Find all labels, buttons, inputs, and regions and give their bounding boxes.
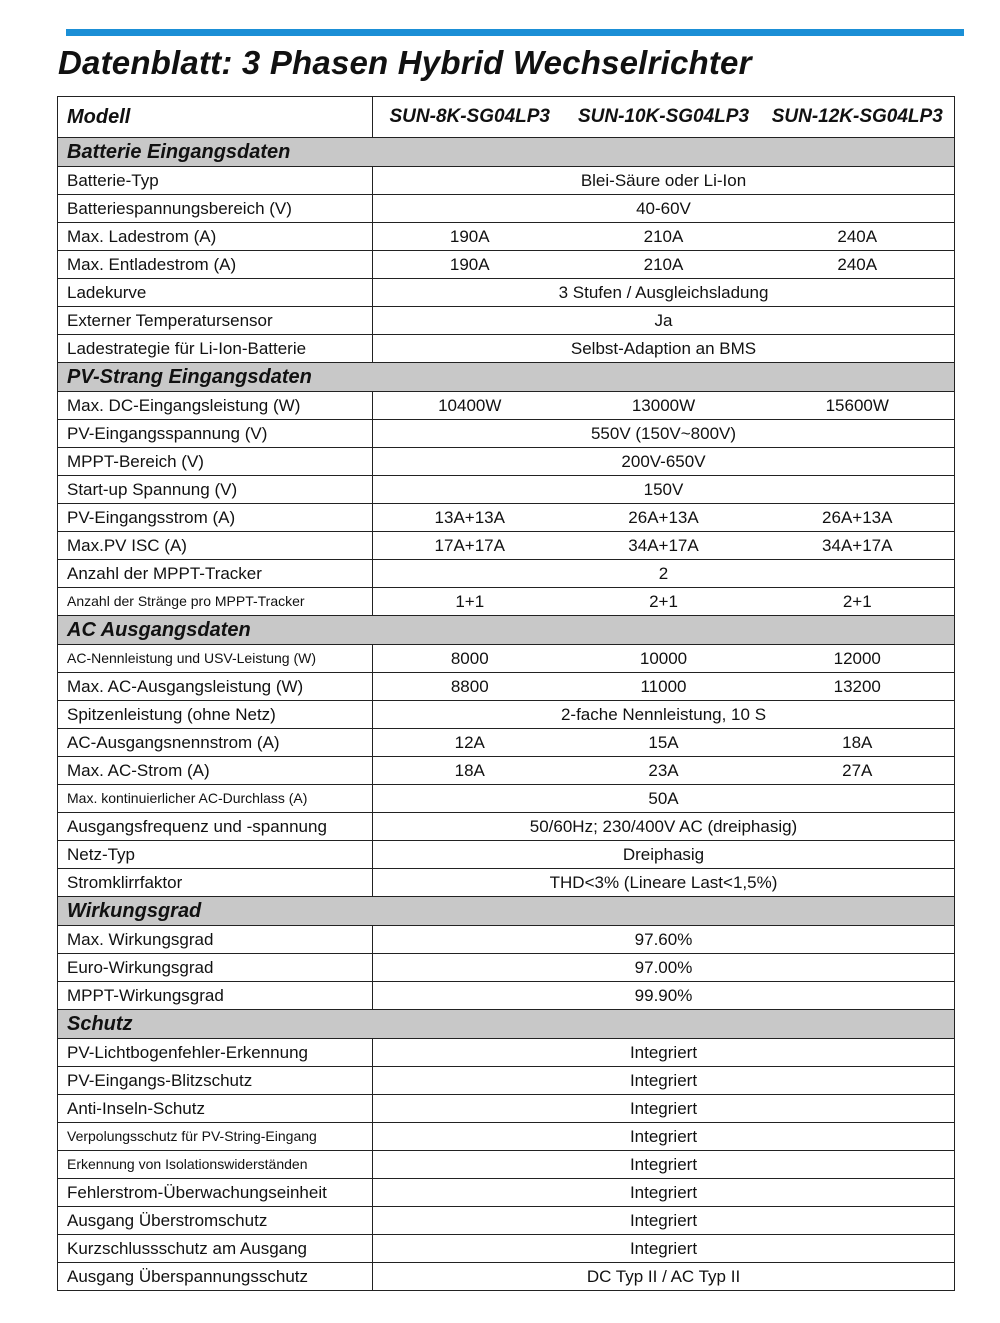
spec-value: Integriert: [373, 1235, 955, 1263]
spec-label: Ausgang Überstromschutz: [58, 1207, 373, 1235]
spec-row: [58, 841, 955, 869]
spec-row: [58, 1067, 955, 1095]
spec-label: Kurzschlussschutz am Ausgang: [58, 1235, 373, 1263]
spec-row: [58, 869, 955, 897]
spec-value: 17A+17A: [373, 532, 567, 560]
section-title: Wirkungsgrad: [58, 897, 955, 926]
spec-label: PV-Eingangsstrom (A): [58, 504, 373, 532]
section-title: AC Ausgangsdaten: [58, 616, 955, 645]
spec-value: 10000: [567, 645, 761, 673]
spec-value: Blei-Säure oder Li-Ion: [373, 167, 955, 195]
spec-row: [58, 588, 955, 616]
spec-label: AC-Ausgangsnennstrom (A): [58, 729, 373, 757]
spec-row: [58, 335, 955, 363]
spec-row: [58, 504, 955, 532]
spec-label: Erkennung von Isolationswiderständen: [58, 1151, 373, 1179]
spec-value: 50/60Hz; 230/400V AC (dreiphasig): [373, 813, 955, 841]
spec-value: Integriert: [373, 1067, 955, 1095]
spec-value: 15A: [567, 729, 761, 757]
spec-row: [58, 251, 955, 279]
spec-label: MPPT-Wirkungsgrad: [58, 982, 373, 1010]
spec-label: AC-Nennleistung und USV-Leistung (W): [58, 645, 373, 673]
page-title: Datenblatt: 3 Phasen Hybrid Wechselrichter: [58, 44, 752, 81]
spec-value: 240A: [761, 251, 955, 279]
model-label: Modell: [58, 97, 373, 138]
model-name: SUN-8K-SG04LP3: [373, 97, 567, 138]
datasheet-body: [58, 97, 955, 1291]
header-row: [58, 97, 955, 138]
spec-label: Max. AC-Strom (A): [58, 757, 373, 785]
spec-label: Ladekurve: [58, 279, 373, 307]
spec-value: 240A: [761, 223, 955, 251]
spec-row: [58, 1263, 955, 1291]
spec-label: Batterie-Typ: [58, 167, 373, 195]
spec-row: [58, 448, 955, 476]
spec-value: THD<3% (Lineare Last<1,5%): [373, 869, 955, 897]
spec-value: 13200: [761, 673, 955, 701]
spec-label: Anzahl der Stränge pro MPPT-Tracker: [58, 588, 373, 616]
section-title: Batterie Eingangsdaten: [58, 138, 955, 167]
top-accent-bar: [66, 29, 964, 36]
spec-row: [58, 223, 955, 251]
spec-value: Integriert: [373, 1151, 955, 1179]
spec-value: Integriert: [373, 1207, 955, 1235]
spec-value: 99.90%: [373, 982, 955, 1010]
spec-value: 50A: [373, 785, 955, 813]
spec-value: 11000: [567, 673, 761, 701]
spec-value: 97.60%: [373, 926, 955, 954]
spec-row: [58, 1207, 955, 1235]
spec-row: [58, 982, 955, 1010]
spec-label: Max. kontinuierlicher AC-Durchlass (A): [58, 785, 373, 813]
spec-value: Integriert: [373, 1039, 955, 1067]
spec-row: [58, 279, 955, 307]
spec-label: Max. Ladestrom (A): [58, 223, 373, 251]
spec-row: [58, 645, 955, 673]
spec-label: Fehlerstrom-Überwachungseinheit: [58, 1179, 373, 1207]
spec-label: Start-up Spannung (V): [58, 476, 373, 504]
spec-value: 97.00%: [373, 954, 955, 982]
spec-label: PV-Lichtbogenfehler-Erkennung: [58, 1039, 373, 1067]
section-header: [58, 616, 955, 645]
spec-value: 12A: [373, 729, 567, 757]
section-header: [58, 363, 955, 392]
spec-row: [58, 729, 955, 757]
spec-label: Euro-Wirkungsgrad: [58, 954, 373, 982]
spec-value: 15600W: [761, 392, 955, 420]
spec-row: [58, 1123, 955, 1151]
spec-row: [58, 1095, 955, 1123]
spec-value: DC Typ II / AC Typ II: [373, 1263, 955, 1291]
spec-label: Spitzenleistung (ohne Netz): [58, 701, 373, 729]
spec-value: Dreiphasig: [373, 841, 955, 869]
spec-label: Max.PV ISC (A): [58, 532, 373, 560]
spec-value: 200V-650V: [373, 448, 955, 476]
spec-label: Ausgang Überspannungsschutz: [58, 1263, 373, 1291]
spec-value: Integriert: [373, 1179, 955, 1207]
spec-value: 10400W: [373, 392, 567, 420]
spec-label: Batteriespannungsbereich (V): [58, 195, 373, 223]
spec-value: Integriert: [373, 1095, 955, 1123]
spec-value: 2+1: [761, 588, 955, 616]
spec-value: 40-60V: [373, 195, 955, 223]
spec-value: 550V (150V~800V): [373, 420, 955, 448]
spec-row: [58, 926, 955, 954]
spec-value: 13000W: [567, 392, 761, 420]
spec-value: 18A: [373, 757, 567, 785]
spec-label: Externer Temperatursensor: [58, 307, 373, 335]
spec-value: Selbst-Adaption an BMS: [373, 335, 955, 363]
spec-value: 210A: [567, 223, 761, 251]
spec-label: Ladestrategie für Li-Ion-Batterie: [58, 335, 373, 363]
spec-row: [58, 757, 955, 785]
spec-value: 2+1: [567, 588, 761, 616]
section-title: Schutz: [58, 1010, 955, 1039]
spec-label: Netz-Typ: [58, 841, 373, 869]
model-name: SUN-12K-SG04LP3: [761, 97, 955, 138]
spec-value: 2-fache Nennleistung, 10 S: [373, 701, 955, 729]
spec-row: [58, 1235, 955, 1263]
spec-row: [58, 167, 955, 195]
spec-row: [58, 1151, 955, 1179]
spec-label: Anzahl der MPPT-Tracker: [58, 560, 373, 588]
spec-value: 34A+17A: [567, 532, 761, 560]
spec-row: [58, 701, 955, 729]
spec-row: [58, 954, 955, 982]
spec-label: Verpolungsschutz für PV-String-Eingang: [58, 1123, 373, 1151]
spec-value: 8000: [373, 645, 567, 673]
spec-label: Max. Entladestrom (A): [58, 251, 373, 279]
spec-value: 12000: [761, 645, 955, 673]
spec-value: 26A+13A: [761, 504, 955, 532]
spec-row: [58, 392, 955, 420]
spec-row: [58, 560, 955, 588]
spec-row: [58, 1179, 955, 1207]
spec-row: [58, 307, 955, 335]
spec-row: [58, 476, 955, 504]
spec-value: 8800: [373, 673, 567, 701]
section-header: [58, 897, 955, 926]
model-name: SUN-10K-SG04LP3: [567, 97, 761, 138]
spec-value: 26A+13A: [567, 504, 761, 532]
section-title: PV-Strang Eingangsdaten: [58, 363, 955, 392]
spec-label: PV-Eingangs-Blitzschutz: [58, 1067, 373, 1095]
spec-value: 34A+17A: [761, 532, 955, 560]
spec-label: PV-Eingangsspannung (V): [58, 420, 373, 448]
spec-value: 190A: [373, 223, 567, 251]
spec-label: Stromklirrfaktor: [58, 869, 373, 897]
spec-value: 27A: [761, 757, 955, 785]
spec-value: 210A: [567, 251, 761, 279]
spec-value: 18A: [761, 729, 955, 757]
spec-value: 13A+13A: [373, 504, 567, 532]
section-header: [58, 138, 955, 167]
spec-label: Anti-Inseln-Schutz: [58, 1095, 373, 1123]
spec-row: [58, 673, 955, 701]
spec-label: Max. DC-Eingangsleistung (W): [58, 392, 373, 420]
spec-label: Max. AC-Ausgangsleistung (W): [58, 673, 373, 701]
spec-row: [58, 420, 955, 448]
spec-row: [58, 813, 955, 841]
spec-value: Ja: [373, 307, 955, 335]
spec-value: 190A: [373, 251, 567, 279]
spec-row: [58, 785, 955, 813]
spec-label: Max. Wirkungsgrad: [58, 926, 373, 954]
spec-label: MPPT-Bereich (V): [58, 448, 373, 476]
section-header: [58, 1010, 955, 1039]
spec-value: 1+1: [373, 588, 567, 616]
spec-label: Ausgangsfrequenz und -spannung: [58, 813, 373, 841]
spec-row: [58, 1039, 955, 1067]
spec-row: [58, 195, 955, 223]
spec-value: 2: [373, 560, 955, 588]
spec-row: [58, 532, 955, 560]
spec-value: 3 Stufen / Ausgleichsladung: [373, 279, 955, 307]
spec-value: 23A: [567, 757, 761, 785]
spec-value: 150V: [373, 476, 955, 504]
spec-value: Integriert: [373, 1123, 955, 1151]
datasheet-table: [57, 96, 955, 1291]
